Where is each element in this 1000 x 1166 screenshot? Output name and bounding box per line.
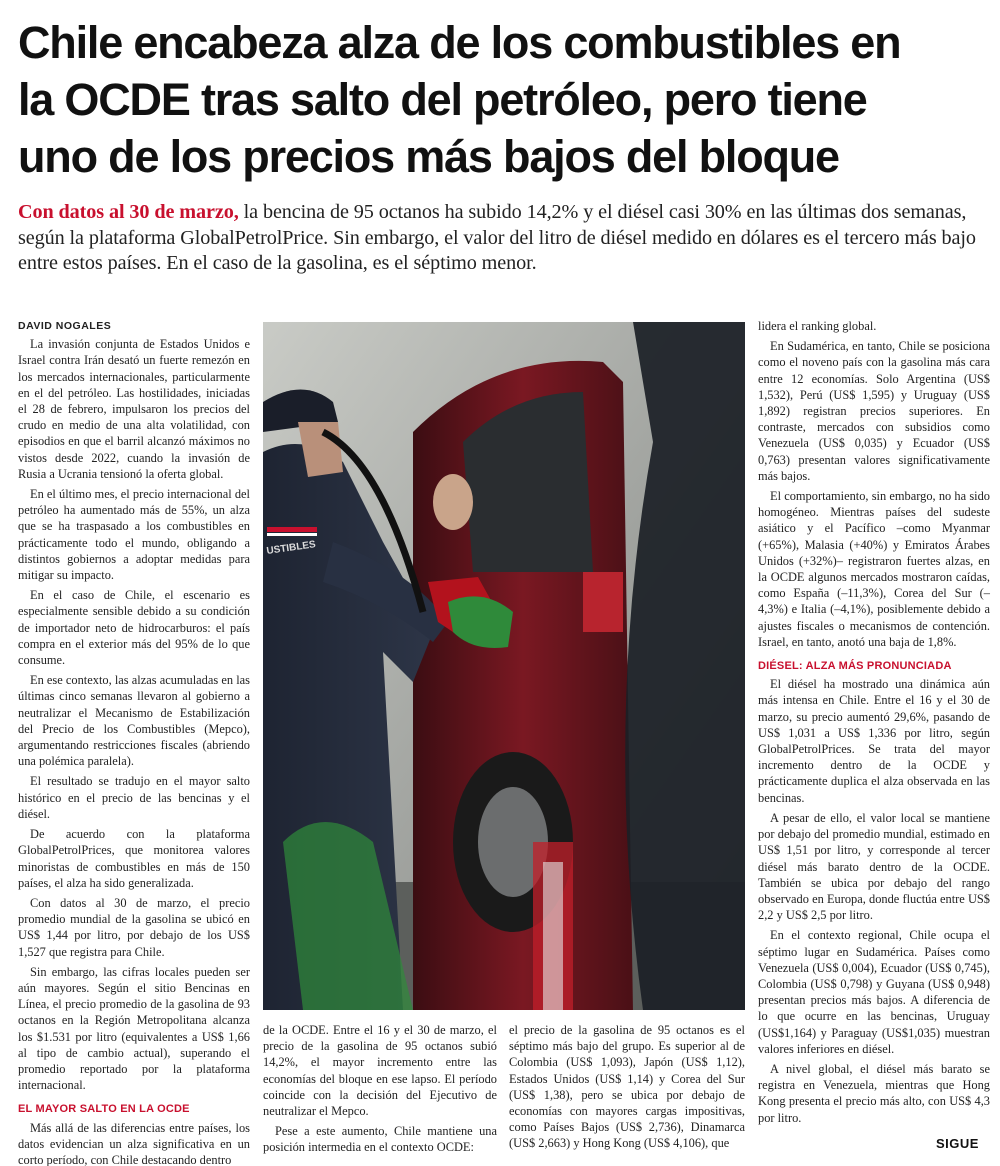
lead-highlight: Con datos al 30 de marzo, (18, 201, 239, 223)
col1-paragraph: En el caso de Chile, el escenario es especialmente sensible debido a su condición de importador neto de hidrocarburos: el país compra en el exterior más del 95% de lo que consume. (18, 588, 250, 668)
col3-paragraph: el precio de la gasolina de 95 octanos es el séptimo más bajo del grupo. Es superior al de Colombia (US$ 1,093), Japón (US$ 1,12), Estados Unidos (US$ 1,14) y Corea del Sur (US$ 1,38), pero se ubica por debajo de economías con mayores cargas impositivas, como Países Bajos (US$ 2,736), Dinamarca (US$ 2,663) y Hong Kong (US$ 4,106), que (509, 1023, 745, 1151)
col2-paragraph: Pese a este aumento, Chile mantiene una posición intermedia en el contexto OCDE: (263, 1124, 497, 1155)
col4-paragraph: En el contexto regional, Chile ocupa el séptimo lugar en Sudamérica. Países como Venezuela (US$ 0,004), Ecuador (US$ 0,745), Colombia (US$ 0,798) y Guyana (US$ 0,948) presentan precios más bajos. A diferencia de lo que ocurre en las bencinas, Uruguay (US$1,164) y Paraguay (US$1,035) muestran valores inferiores en diésel. (758, 928, 990, 1056)
lead-text: la bencina de 95 octanos ha subido 14,2% y el diésel casi 30% en las últimas dos semanas, según la plataforma GlobalPetrolPrice. Sin embargo, el valor del litro de diésel medido en dólares es el tercero más bajo entre estos países. En el caso de la gasolina, es el séptimo menor. (18, 201, 976, 274)
jacket-text: USTIBLES (265, 539, 317, 557)
headline-line-1: Chile encabeza alza de los combustibles en (18, 17, 901, 68)
col4-paragraph: A pesar de ello, el valor local se mantiene por debajo del promedio mundial, estimado en US$ 1,51 por litro, y corresponde al tercer diésel más barato dentro de la OCDE. También se ubica por debajo del rango observado en Europa, donde fluctúa entre US$ 2,2 y US$ 2,5 por litro. (758, 810, 990, 923)
col4-paragraph: En Sudamérica, en tanto, Chile se posiciona como el noveno país con la gasolina más cara entre 12 economías. Solo Argentina (US$ 1,532), Perú (US$ 1,595) y Uruguay (US$ 1,892) registran precios superiores. En contraste, mercados con subsidios como Venezuela (US$ 0,035) y Ecuador (US$ 0,763) presentan valores significativamente más bajos. (758, 339, 990, 483)
col2-paragraph: de la OCDE. Entre el 16 y el 30 de marzo, el precio de la gasolina de 95 octanos subió 14,2%, el mayor incremento entre las economías del bloque en ese lapso. El período coincide con la decisión del Ejecutivo de neutralizar el Mepco. (263, 1023, 497, 1119)
headline-line-2: la OCDE tras salto del petróleo, pero tiene (18, 74, 867, 125)
byline: DAVID NOGALES (18, 320, 112, 332)
col4-paragraph: El comportamiento, sin embargo, no ha sido homogéneo. Mientras países del sudeste asiático y el Pacífico –como Myanmar (+65%), Malasia (+40%) y Emiratos Árabes Unidos (+32%)– registraron fuertes alzas, en la OCDE algunos mercados mostraron caídas, como España (–11,3%), Corea del Sur (–4,3%) e Italia (–4,1%), posiblemente debido a ajustes fiscales o mecanismos de contención. Israel, en tanto, anotó una baja de 1,8%. (758, 489, 990, 649)
fuel-station-photo-illustration (263, 322, 745, 1010)
col1-paragraph: En el último mes, el precio internacional del petróleo ha aumentado más de 55%, un alza que se ha traspasado a los combustibles en prácticamente todo el mundo, obligando a distintos gobiernos a adoptar medidas para mitigar su impacto. (18, 487, 250, 583)
col1-paragraph: Con datos al 30 de marzo, el precio promedio mundial de la gasolina se ubicó en US$ 1,44 por litro, por debajo de los US$ 1,527 que registra para Chile. (18, 895, 250, 959)
col1-paragraph: De acuerdo con la plataforma GlobalPetrolPrices, que monitorea valores minoristas de combustibles en más de 150 países, el alza ha sido generalizada. (18, 827, 250, 890)
headline-line-3: uno de los precios más bajos del bloque (18, 131, 839, 182)
article-column-2 (263, 1022, 497, 1160)
article-column-4 (758, 318, 990, 1130)
headline (18, 14, 988, 185)
lead-paragraph (18, 200, 990, 277)
col1-paragraph: En ese contexto, las alzas acumuladas en las últimas cinco semanas llevaron al gobierno a neutralizar el Mecanismo de Estabilización del Precio de los Combustibles (Mepco), argumentando restricciones fiscales (abriendo una polémica paralela). (18, 673, 250, 769)
col1-paragraph: Sin embargo, las cifras locales pueden ser aún mayores. Según el sitio Bencinas en Línea, el precio promedio de la gasolina de 93 octanos en la Región Metropolitana alcanza los $1.531 por litro (equivalentes a US$ 1,66 al tipo de cambio actual), superando el promedio reportado por la plataforma internacional. (18, 964, 250, 1093)
col1-paragraph: El resultado se tradujo en el mayor salto histórico en el precio de las bencinas y el diésel. (18, 774, 250, 821)
col4-paragraph: lidera el ranking global. (758, 319, 877, 333)
subhead-diesel: DIÉSEL: ALZA MÁS PRONUNCIADA (758, 660, 952, 673)
col1-paragraph: Más allá de las diferencias entre países, los datos evidencian un alza significativa en un corto período, con Chile destacando dentro (18, 1120, 250, 1166)
col1-paragraph: La invasión conjunta de Estados Unidos e Israel contra Irán desató un fuerte remezón en los mercados internacionales, particularmente en el del petróleo. Las hostilidades, iniciadas el 28 de febrero, impulsaron los precios del crudo en medio de una alta volatilidad, con episodios en que el barril alcanzó máximos no vistos desde 2022, cuando la invasión de Rusia a Ucrania tensionó la oferta global. (18, 337, 250, 481)
continue-label: SIGUE (936, 1136, 979, 1151)
col4-paragraph: A nivel global, el diésel más barato se registra en Venezuela, mientras que Hong Kong presenta el precio más alto, con US$ 4,3 por litro. (758, 1061, 990, 1125)
article-column-3 (509, 1022, 745, 1156)
article-column-1 (18, 318, 250, 1166)
subhead-mayor-salto: EL MAYOR SALTO EN LA OCDE (18, 1103, 190, 1116)
article-photo (263, 322, 745, 1010)
col4-paragraph: El diésel ha mostrado una dinámica aún más intensa en Chile. Entre el 16 y el 30 de marzo, su precio aumentó 29,6%, pasando de US$ 1,031 a US$ 1,336 por litro, según GlobalPetrolPrices. Se trata del mayor incremento dentro de la OCDE y prácticamente duplica el alza observada en las bencinas. (758, 677, 990, 805)
